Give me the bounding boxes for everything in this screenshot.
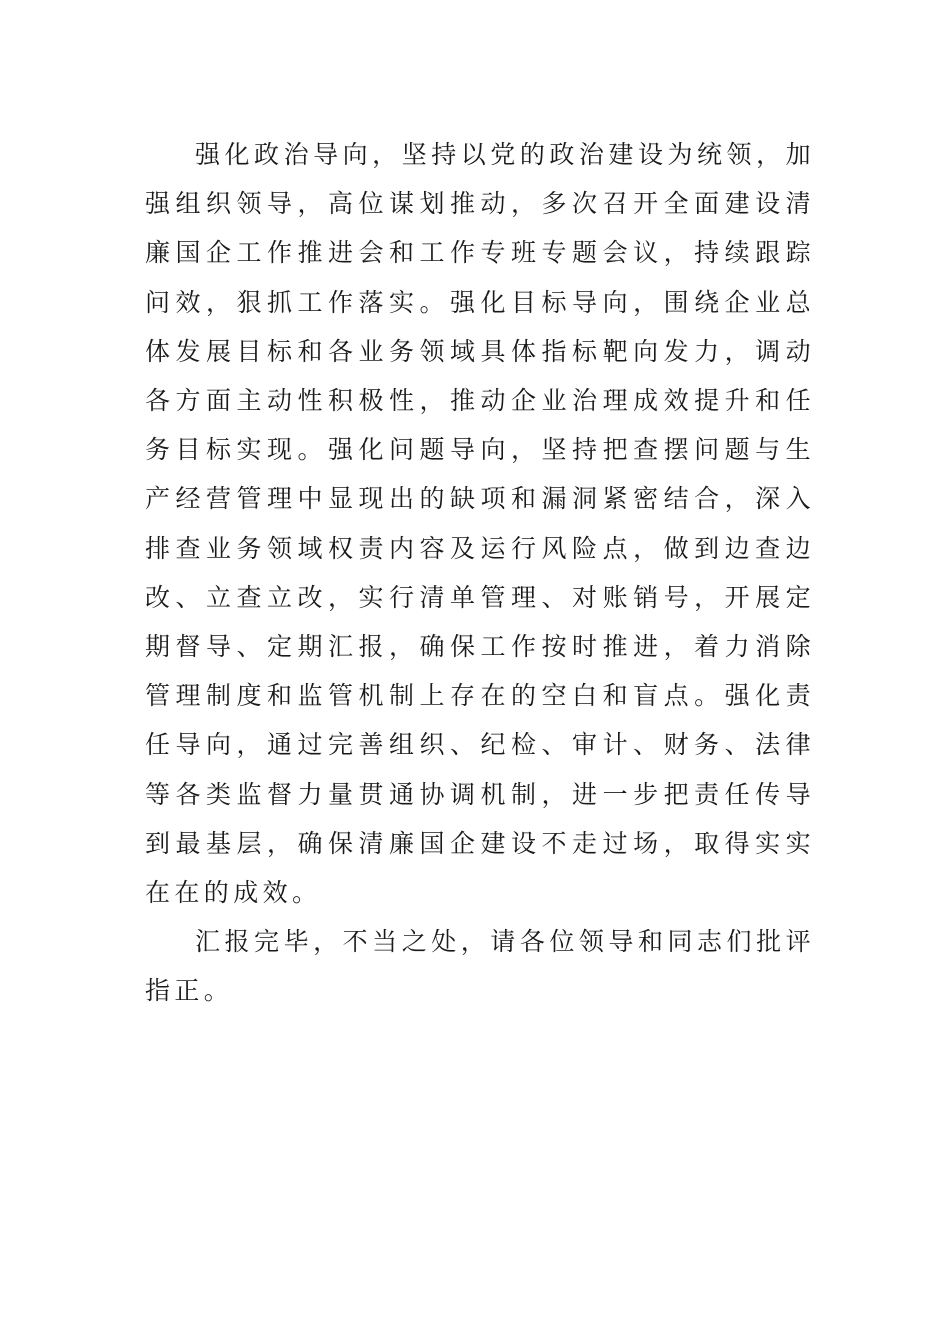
document-body [145,130,815,1016]
paragraph-closing-remarks: 汇报完毕，不当之处，请各位领导和同志们批评指正。 [145,927,815,1006]
paragraph-responsibility-measures: 强化政治导向，坚持以党的政治建设为统领，加强组织领导，高位谋划推动，多次召开全面建设清廉国企工作推进会和工作专班专题会议，持续跟踪问效，狠抓工作落实。强化目标导向，围绕企业总体发展目标和各业务领域具体指标靶向发力，调动各方面主动性积极性，推动企业治理成效提升和任务目标实现。强化问题导向，坚持把查摆问题与生产经营管理中显现出的缺项和漏洞紧密结合，深入排查业务领域权责内容及运行风险点，做到边查边改、立查立改，实行清单管理、对账销号，开展定期督导、定期汇报，确保工作按时推进，着力消除管理制度和监管机制上存在的空白和盲点。强化责任导向，通过完善组织、纪检、审计、财务、法律等各类监督力量贯通协调机制，进一步把责任传导到最基层，确保清廉国企建设不走过场，取得实实在在的成效。 [145,140,815,908]
